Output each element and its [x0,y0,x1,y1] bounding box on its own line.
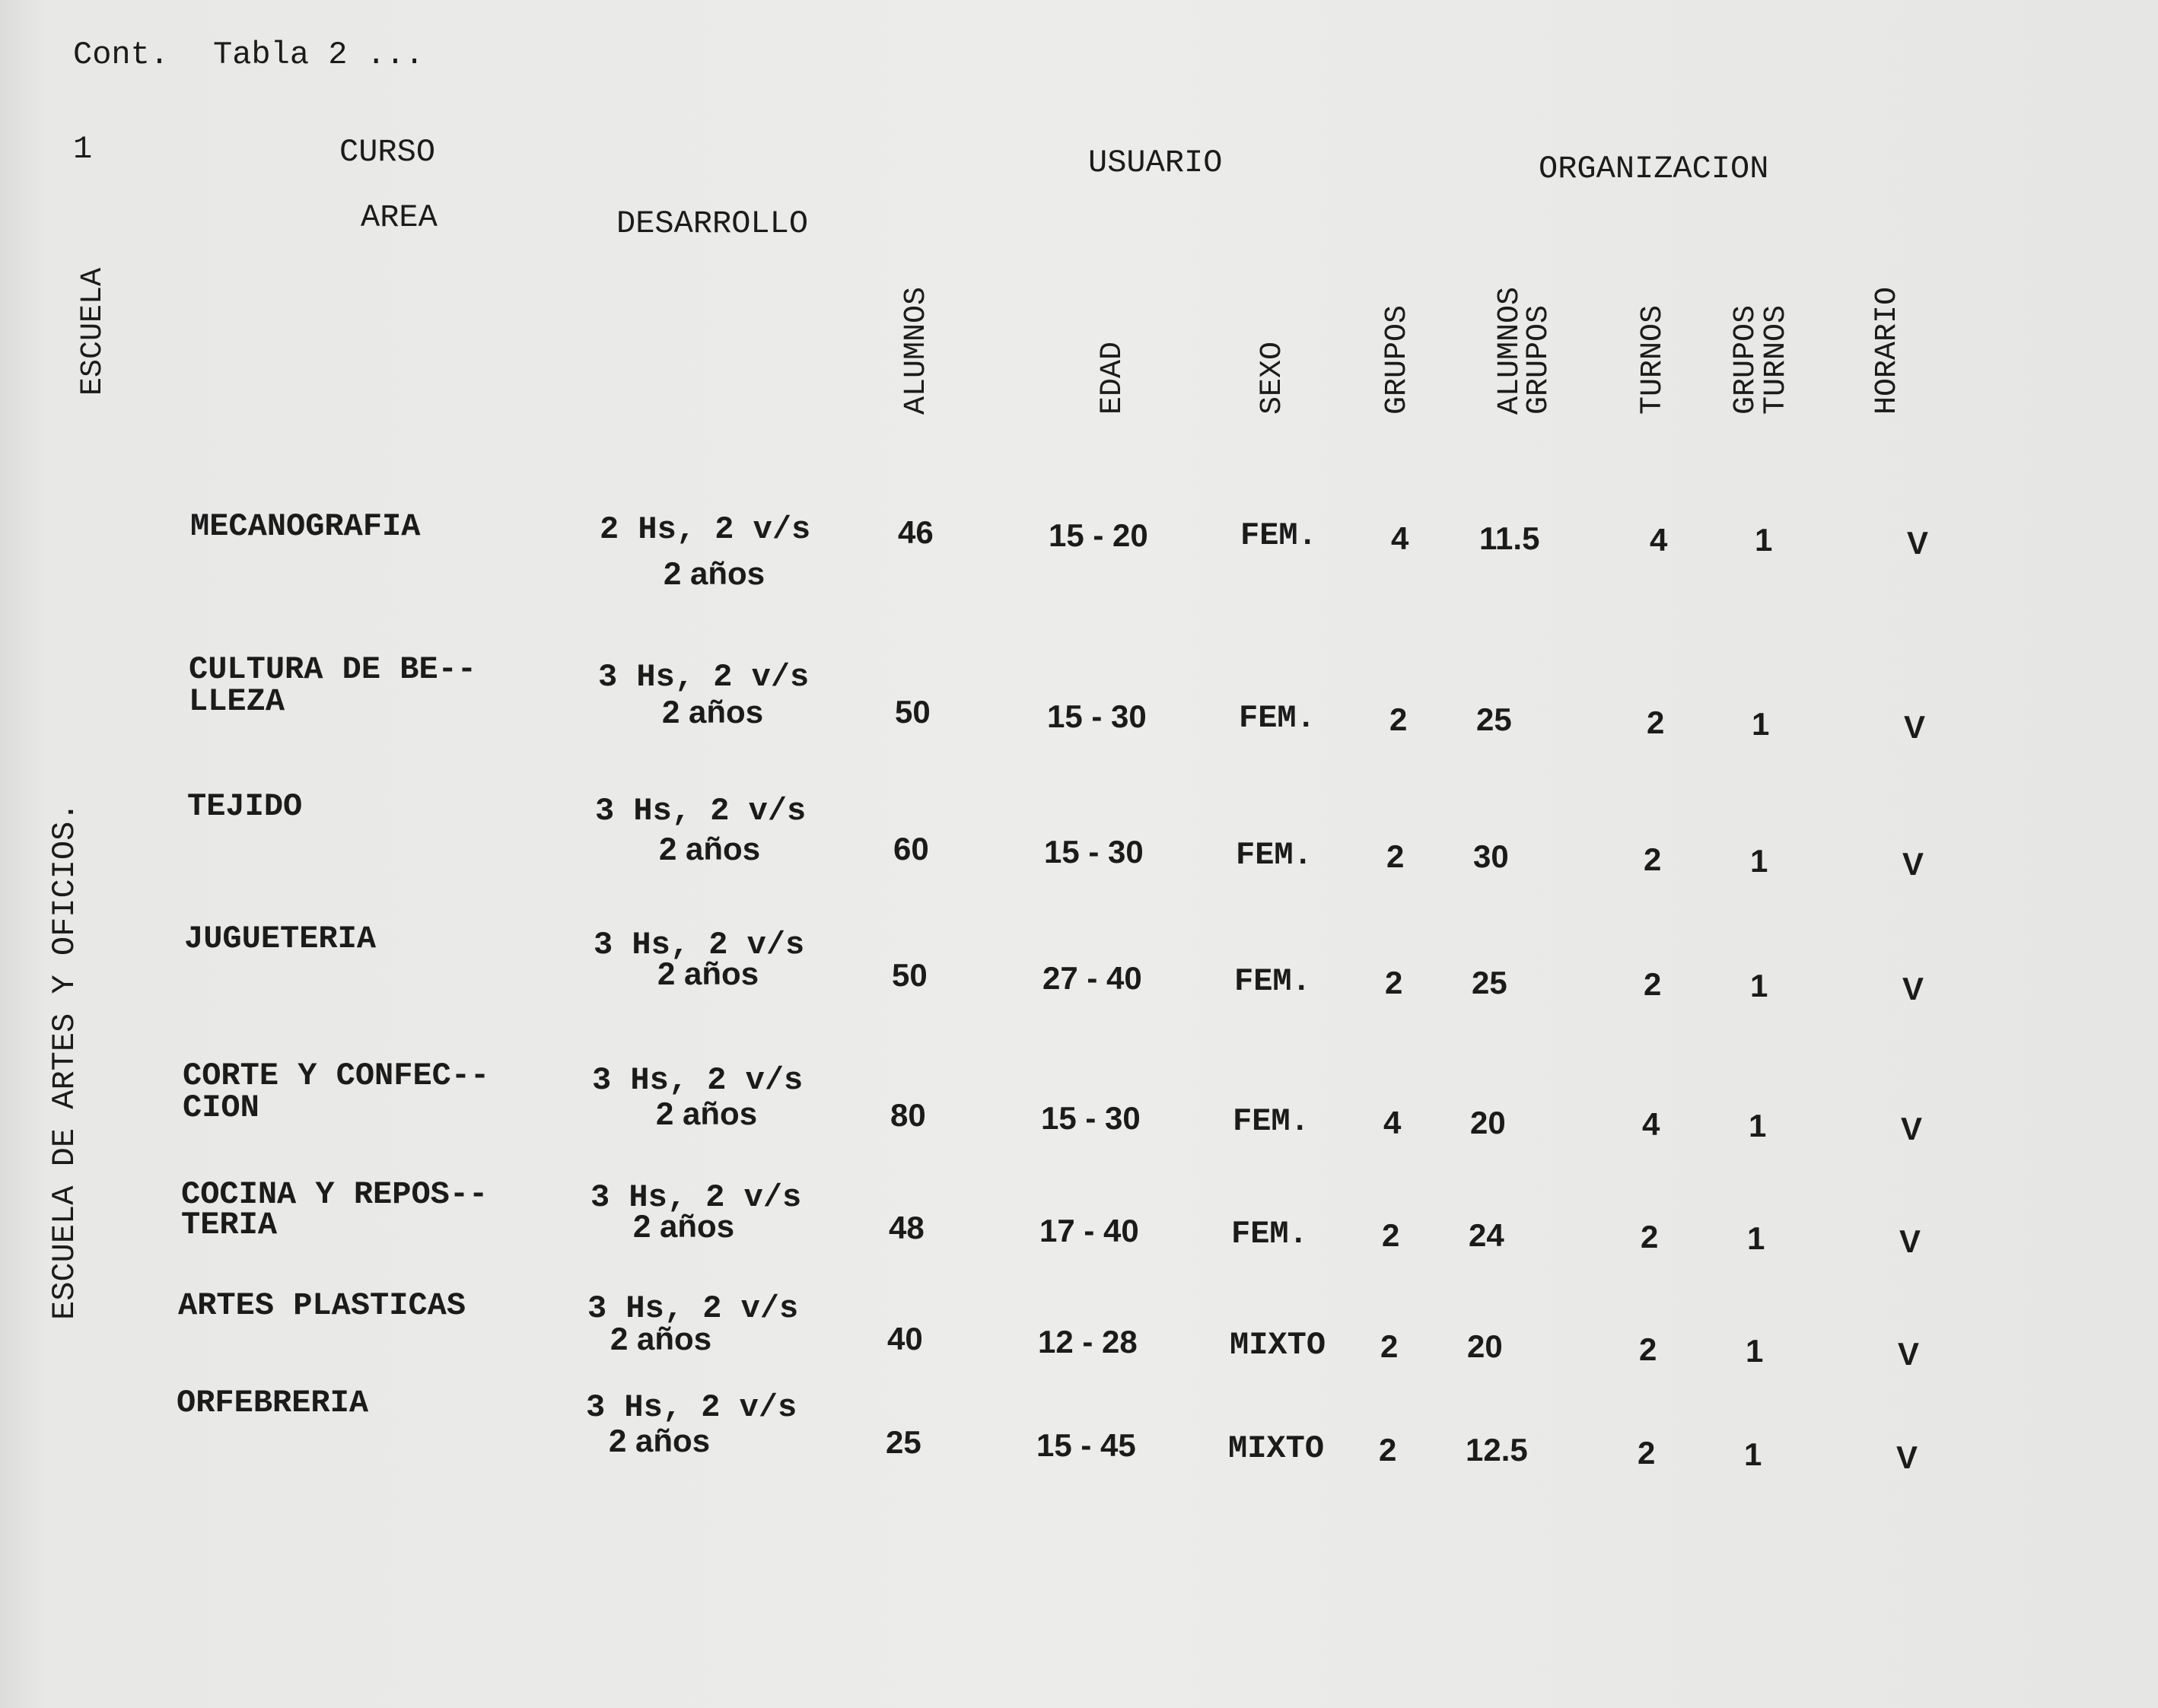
row-alumnos-grupos: 30 [1473,838,1509,874]
row-edad: 15 - 30 [1047,698,1147,734]
page-number: 1 [73,131,93,167]
header-desarrollo: DESARROLLO [616,205,809,242]
row-desarrollo-duration: 2 años [609,1423,711,1458]
header-grupos-turnos-2: TURNOS [1759,304,1794,415]
row-edad: 15 - 45 [1036,1427,1136,1463]
header-usuario: USUARIO [1088,145,1223,181]
cont-label: Cont. [73,37,170,73]
row-desarrollo-duration: 2 años [657,956,759,991]
row-alumnos: 60 [893,831,929,867]
row-area-cont: LLEZA [189,683,285,720]
row-grupos-turnos: 1 [1744,1436,1762,1472]
row-desarrollo-duration: 2 años [633,1208,735,1244]
row-grupos: 2 [1382,1217,1400,1253]
row-sexo: MIXTO [1230,1327,1326,1363]
row-grupos-turnos: 1 [1747,1220,1765,1256]
row-edad: 15 - 30 [1044,834,1144,870]
row-horario: V [1902,846,1924,882]
escuela-side-label: ESCUELA [76,267,110,396]
row-grupos-turnos: 1 [1752,706,1770,742]
row-grupos-turnos: 1 [1750,968,1768,1003]
row-desarrollo: 3 Hs, 2 v/s [598,659,810,695]
row-grupos: 2 [1380,1328,1399,1364]
row-sexo: FEM. [1234,963,1311,1000]
header-sexo: SEXO [1256,341,1290,415]
row-alumnos-grupos: 20 [1470,1105,1506,1140]
row-area: TEJIDO [187,788,303,825]
row-grupos: 2 [1386,838,1405,874]
row-desarrollo-duration: 2 años [662,694,764,730]
row-turnos: 4 [1650,522,1668,558]
header-horario: HORARIO [1870,286,1905,415]
row-alumnos: 80 [890,1097,926,1133]
row-horario: V [1899,1223,1921,1259]
row-area: ORFEBRERIA [177,1385,369,1421]
row-grupos-turnos: 1 [1746,1333,1764,1369]
row-grupos-turnos: 1 [1750,843,1768,879]
row-turnos: 2 [1647,705,1665,740]
header-alumnos: ALUMNOS [899,286,934,415]
row-alumnos: 50 [895,694,931,730]
row-area: CULTURA DE BE-- [189,651,477,688]
row-alumnos: 40 [887,1321,923,1357]
row-sexo: FEM. [1233,1103,1310,1140]
row-grupos: 2 [1379,1432,1397,1468]
row-horario: V [1901,1111,1923,1147]
row-edad: 15 - 20 [1049,517,1148,553]
row-grupos: 2 [1389,701,1408,737]
row-desarrollo-duration: 2 años [656,1096,758,1131]
row-alumnos-grupos: 11.5 [1479,520,1540,556]
row-area: COCINA Y REPOS-- [181,1176,489,1213]
table-title: Tabla 2 ... [213,37,425,73]
row-desarrollo: 3 Hs, 2 v/s [587,1290,799,1327]
row-alumnos-grupos: 12.5 [1466,1432,1528,1468]
row-horario: V [1907,525,1929,561]
header-curso: CURSO [339,134,436,170]
header-alumnos-grupos-2: GRUPOS [1522,304,1556,415]
header-organizacion: ORGANIZACION [1539,151,1769,187]
row-desarrollo: 3 Hs, 2 v/s [586,1389,797,1426]
row-edad: 12 - 28 [1038,1324,1138,1360]
row-area: CORTE Y CONFEC-- [183,1058,490,1094]
row-alumnos-grupos: 25 [1476,701,1512,737]
row-desarrollo-duration: 2 años [659,831,761,867]
row-desarrollo-duration: 2 años [610,1321,712,1357]
row-turnos: 2 [1644,841,1662,877]
header-grupos-turnos-1: GRUPOS [1729,304,1763,415]
row-sexo: FEM. [1239,700,1316,736]
row-alumnos-grupos: 25 [1472,965,1507,1000]
row-grupos-turnos: 1 [1749,1108,1767,1143]
header-edad: EDAD [1096,341,1130,415]
row-turnos: 2 [1639,1331,1657,1367]
row-desarrollo: 3 Hs, 2 v/s [592,1062,804,1099]
row-sexo: FEM. [1231,1216,1308,1252]
header-turnos: TURNOS [1636,304,1670,415]
row-area: JUGUETERIA [184,921,377,957]
row-grupos-turnos: 1 [1755,522,1773,558]
row-alumnos: 46 [898,514,934,550]
row-horario: V [1898,1336,1920,1372]
row-area-cont: CION [183,1089,259,1126]
row-desarrollo-duration: 2 años [664,555,765,591]
row-sexo: FEM. [1236,837,1313,873]
school-side-label: ESCUELA DE ARTES Y OFICIOS. [46,802,83,1320]
row-horario: V [1896,1439,1918,1475]
row-alumnos: 50 [892,957,928,993]
row-alumnos-grupos: 24 [1469,1217,1504,1253]
row-alumnos: 48 [889,1210,925,1245]
header-alumnos-grupos-1: ALUMNOS [1493,286,1527,415]
row-turnos: 2 [1638,1435,1656,1471]
row-edad: 17 - 40 [1039,1213,1139,1248]
row-sexo: FEM. [1240,517,1317,554]
header-grupos: GRUPOS [1380,304,1415,415]
row-desarrollo: 3 Hs, 2 v/s [595,793,807,829]
row-edad: 15 - 30 [1041,1100,1141,1136]
row-edad: 27 - 40 [1042,960,1142,996]
header-area: AREA [361,199,438,236]
row-grupos: 4 [1383,1105,1402,1140]
row-alumnos: 25 [886,1424,921,1460]
row-desarrollo: 3 Hs, 2 v/s [590,1179,802,1216]
row-sexo: MIXTO [1228,1430,1325,1467]
row-area: MECANOGRAFIA [190,508,421,545]
row-turnos: 2 [1641,1219,1659,1255]
row-horario: V [1902,971,1924,1007]
row-area-cont: TERIA [181,1207,278,1243]
row-grupos: 4 [1391,520,1409,556]
row-desarrollo: 2 Hs, 2 v/s [600,511,811,548]
row-desarrollo: 3 Hs, 2 v/s [594,927,805,963]
row-turnos: 4 [1642,1106,1660,1142]
row-horario: V [1904,709,1926,745]
row-grupos: 2 [1385,965,1403,1000]
row-alumnos-grupos: 20 [1467,1328,1503,1364]
row-turnos: 2 [1644,966,1662,1002]
row-area: ARTES PLASTICAS [178,1287,466,1324]
